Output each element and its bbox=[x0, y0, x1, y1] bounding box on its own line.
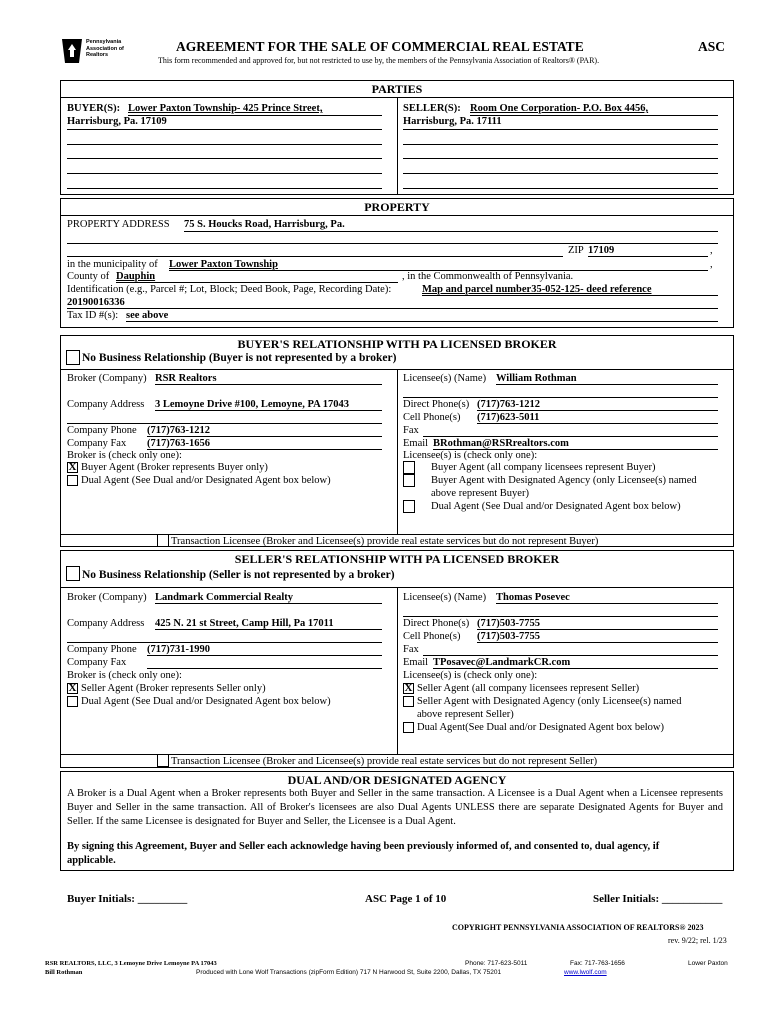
seller-fax-label: Fax bbox=[403, 644, 419, 655]
buyer-fax-label: Fax bbox=[403, 425, 419, 436]
buyer-relationship-heading: BUYER'S RELATIONSHIP WITH PA LICENSED BROKER bbox=[237, 337, 557, 351]
buyer-licensee-value[interactable]: William Rothman bbox=[496, 373, 577, 384]
seller-broker-value[interactable]: Landmark Commercial Realty bbox=[155, 592, 294, 603]
property-address-label: PROPERTY ADDRESS bbox=[67, 219, 170, 230]
buyer-company-fax-label: Company Fax bbox=[67, 438, 127, 449]
buyer-label: BUYER(S): bbox=[67, 103, 121, 114]
buyer-company-phone-value[interactable]: (717)763-1212 bbox=[147, 425, 210, 436]
municipality-label: in the municipality of bbox=[67, 259, 158, 270]
buyer-dual-agent-checkbox[interactable] bbox=[67, 475, 78, 486]
seller-direct-phone-value[interactable]: (717)503-7755 bbox=[477, 618, 540, 629]
seller-company-phone-value[interactable]: (717)731-1990 bbox=[147, 644, 210, 655]
seller-company-address-label: Company Address bbox=[67, 618, 145, 629]
identification-label: Identification (e.g., Parcel #; Lot, Block; Deed Book, Page, Recording Date): bbox=[67, 284, 392, 295]
logo-text-line3: Realtors bbox=[86, 52, 109, 58]
par-logo bbox=[60, 38, 138, 66]
page-number: ASC Page 1 of 10 bbox=[365, 893, 447, 905]
dual-agency-consent: By signing this Agreement, Buyer and Seller each acknowledge having been previously informed of, and consented to, dual agency, if applicable. bbox=[67, 841, 660, 866]
buyer-agent-label: Buyer Agent (Broker represents Buyer only) bbox=[81, 462, 268, 473]
buyer-dual-agent-label: Dual Agent (See Dual and/or Designated Agent box below) bbox=[81, 475, 331, 486]
seller-agent-checkbox[interactable]: X bbox=[68, 682, 77, 694]
seller-broker-label: Broker (Company) bbox=[67, 592, 147, 603]
seller-cell-phone-value[interactable]: (717)503-7755 bbox=[477, 631, 540, 642]
seller-agent-label: Seller Agent (Broker represents Seller only) bbox=[81, 683, 266, 694]
buyer-no-business-checkbox[interactable] bbox=[66, 350, 80, 365]
municipality-comma: , bbox=[710, 259, 713, 270]
identification-value[interactable]: Map and parcel number35-052-125- deed reference bbox=[422, 284, 652, 295]
produced-with: Produced with Lone Wolf Transactions (zipForm Edition) 717 N Harwood St, Suite 2200, Dallas, TX 75201 bbox=[196, 969, 502, 976]
seller-initials[interactable]: Seller Initials: ___________ bbox=[593, 893, 723, 905]
buyer-direct-phone-label: Direct Phone(s) bbox=[403, 399, 470, 410]
seller-company-address-value[interactable]: 425 N. 21 st Street, Camp Hill, Pa 17011 bbox=[155, 618, 334, 629]
buyer-name-line2[interactable]: Harrisburg, Pa. 17109 bbox=[67, 116, 167, 127]
form-code: ASC bbox=[698, 39, 726, 54]
seller-no-business-checkbox[interactable] bbox=[66, 566, 80, 581]
seller-lic-opt1-checkbox[interactable]: X bbox=[404, 682, 413, 694]
seller-company-fax-label: Company Fax bbox=[67, 657, 127, 668]
seller-licensee-label: Licensee(s) (Name) bbox=[403, 592, 487, 603]
buyer-lic-opt1-checkbox[interactable] bbox=[403, 461, 415, 474]
county-label: County of bbox=[67, 271, 110, 282]
seller-lic-opt3-checkbox[interactable] bbox=[403, 722, 414, 733]
commonwealth-text: , in the Commonwealth of Pennsylvania. bbox=[402, 271, 574, 282]
tax-id-value[interactable]: see above bbox=[126, 310, 169, 321]
buyer-company-address-value[interactable]: 3 Lemoyne Drive #100, Lemoyne, PA 17043 bbox=[155, 399, 350, 410]
seller-licensee-is-label: Licensee(s) is (check only one): bbox=[403, 670, 538, 681]
seller-cell-phone-label: Cell Phone(s) bbox=[403, 631, 461, 642]
seller-broker-is-label: Broker is (check only one): bbox=[67, 670, 182, 681]
buyer-transaction-label: Transaction Licensee (Broker and Licensee(s) provide real estate services but do not represent Buyer) bbox=[171, 536, 599, 547]
buyer-licensee-is-label: Licensee(s) is (check only one): bbox=[403, 450, 538, 461]
seller-name-line2[interactable]: Harrisburg, Pa. 17111 bbox=[403, 116, 502, 127]
seller-transaction-label: Transaction Licensee (Broker and Licensee(s) provide real estate services but do not represent Seller) bbox=[171, 756, 598, 767]
seller-lic-opt1-label: Seller Agent (all company licensees represent Seller) bbox=[417, 683, 640, 694]
buyer-company-address-label: Company Address bbox=[67, 399, 145, 410]
buyer-transaction-checkbox[interactable] bbox=[157, 534, 169, 547]
seller-lic-opt2-label: Seller Agent with Designated Agency (only Licensee(s) named bbox=[417, 696, 682, 707]
buyer-cell-phone-label: Cell Phone(s) bbox=[403, 412, 461, 423]
seller-dual-agent-label: Dual Agent (See Dual and/or Designated Agent box below) bbox=[81, 696, 331, 707]
parties-heading: PARTIES bbox=[371, 82, 423, 96]
dual-agency-paragraph: A Broker is a Dual Agent when a Broker represents both Buyer and Seller in the same transaction. A Licensee is a Dual Agent when a Licensee represents Buyer and Seller in the same transaction. All of Broker's licensees are also Dual Agents UNLESS there are separate Designated Agents for Buyer and Seller. If the same Licensee is designated for Buyer and Seller, the Licensee is a Dual Agent. bbox=[67, 788, 723, 827]
lwolf-link[interactable]: www.lwolf.com bbox=[564, 969, 607, 976]
municipality-value[interactable]: Lower Paxton Township bbox=[169, 259, 278, 270]
seller-email-value[interactable]: TPosavec@LandmarkCR.com bbox=[433, 657, 571, 668]
buyer-broker-is-label: Broker is (check only one): bbox=[67, 450, 182, 461]
office-info: RSR REALTORS, LLC, 3 Lemoyne Drive Lemoyne PA 17043 bbox=[45, 960, 217, 967]
office-fax: Fax: 717-763-1656 bbox=[570, 960, 625, 967]
buyer-agent-checkbox[interactable]: X bbox=[68, 461, 77, 473]
office-phone: Phone: 717-623-5011 bbox=[465, 960, 528, 967]
seller-company-phone-label: Company Phone bbox=[67, 644, 137, 655]
seller-lic-opt3-label: Dual Agent(See Dual and/or Designated Agent box below) bbox=[417, 722, 664, 733]
property-address-value[interactable]: 75 S. Houcks Road, Harrisburg, Pa. bbox=[184, 219, 345, 230]
seller-lic-opt2-checkbox[interactable] bbox=[403, 696, 414, 707]
seller-transaction-checkbox[interactable] bbox=[157, 754, 169, 767]
buyer-company-phone-label: Company Phone bbox=[67, 425, 137, 436]
identification-value-line2[interactable]: 20190016336 bbox=[67, 297, 125, 308]
buyer-broker-value[interactable]: RSR Realtors bbox=[155, 373, 217, 384]
buyer-lic-opt1-label: Buyer Agent (all company licensees represent Buyer) bbox=[431, 462, 656, 473]
buyer-email-label: Email bbox=[403, 438, 429, 449]
seller-name-line1[interactable]: Room One Corporation- P.O. Box 4456, bbox=[470, 103, 649, 114]
dual-agency-heading: DUAL AND/OR DESIGNATED AGENCY bbox=[287, 773, 507, 787]
buyer-email-value[interactable]: BRothman@RSRrealtors.com bbox=[433, 438, 569, 449]
seller-email-label: Email bbox=[403, 657, 429, 668]
buyer-no-business-label: No Business Relationship (Buyer is not represented by a broker) bbox=[82, 352, 397, 364]
buyer-licensee-label: Licensee(s) (Name) bbox=[403, 373, 487, 384]
keystone-logo-icon bbox=[60, 38, 84, 64]
buyer-broker-label: Broker (Company) bbox=[67, 373, 147, 384]
logo-text-line2: Association of bbox=[86, 45, 124, 52]
buyer-name-line1[interactable]: Lower Paxton Township- 425 Prince Street, bbox=[128, 103, 323, 114]
buyer-lic-opt2-label: Buyer Agent with Designated Agency (only Licensee(s) named bbox=[431, 475, 697, 486]
buyer-lic-opt3-checkbox[interactable] bbox=[403, 500, 415, 513]
seller-no-business-label: No Business Relationship (Seller is not represented by a broker) bbox=[82, 569, 395, 581]
seller-relationship-heading: SELLER'S RELATIONSHIP WITH PA LICENSED BROKER bbox=[234, 552, 560, 566]
zip-comma: , bbox=[710, 245, 713, 256]
seller-label: SELLER(S): bbox=[403, 103, 461, 114]
property-heading: PROPERTY bbox=[364, 200, 430, 214]
buyer-lic-opt2-label-cont: above represent Buyer) bbox=[431, 488, 529, 499]
buyer-company-fax-value[interactable]: (717)763-1656 bbox=[147, 438, 210, 449]
logo-text-line1: Pennsylvania bbox=[86, 39, 122, 45]
buyer-initials[interactable]: Buyer Initials: _________ bbox=[67, 893, 188, 905]
buyer-direct-phone-value[interactable]: (717)763-1212 bbox=[477, 399, 540, 410]
form-subtitle: This form recommended and approved for, but not restricted to use by, the members of the Pennsylvania Association of Realtors® (PAR). bbox=[158, 56, 600, 65]
seller-licensee-value[interactable]: Thomas Posevec bbox=[496, 592, 570, 603]
tax-id-label: Tax ID #(s): bbox=[67, 310, 119, 321]
revision-date: rev. 9/22; rel. 1/23 bbox=[668, 936, 727, 945]
document-name: Lower Paxton bbox=[688, 960, 728, 967]
seller-dual-agent-checkbox[interactable] bbox=[67, 696, 78, 707]
zip-label: ZIP bbox=[568, 245, 584, 256]
agent-name: Bill Rothman bbox=[45, 969, 83, 976]
zip-value[interactable]: 17109 bbox=[588, 245, 615, 256]
form-title: AGREEMENT FOR THE SALE OF COMMERCIAL REAL ESTATE bbox=[176, 39, 584, 54]
buyer-cell-phone-value[interactable]: (717)623-5011 bbox=[477, 412, 540, 423]
buyer-lic-opt2-checkbox[interactable] bbox=[403, 474, 415, 487]
seller-lic-opt2-label-cont: above represent Seller) bbox=[417, 709, 514, 720]
buyer-lic-opt3-label: Dual Agent (See Dual and/or Designated Agent box below) bbox=[431, 501, 681, 512]
county-value[interactable]: Dauphin bbox=[116, 271, 156, 282]
copyright-notice: COPYRIGHT PENNSYLVANIA ASSOCIATION OF REALTORS® 2023 bbox=[452, 923, 704, 932]
seller-direct-phone-label: Direct Phone(s) bbox=[403, 618, 470, 629]
